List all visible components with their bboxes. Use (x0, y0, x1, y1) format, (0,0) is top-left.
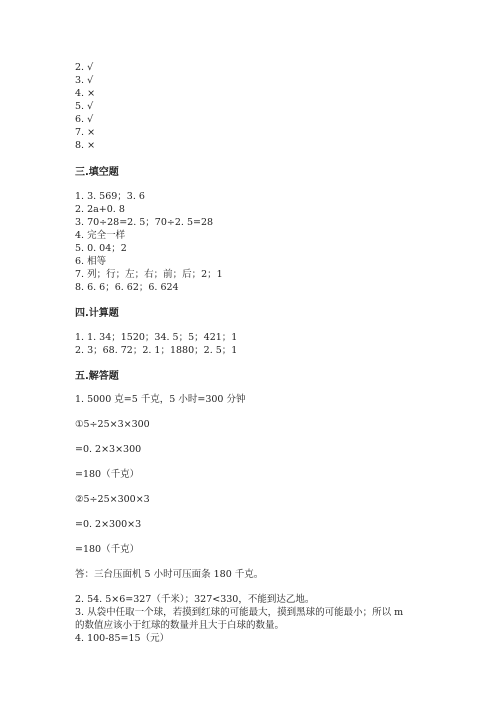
answer-line: 1. 5000 克=5 千克，5 小时=300 分钟 (75, 394, 246, 405)
solution-step: ②5÷25×300×3 (75, 494, 150, 505)
solution-step: =180（千克） (75, 544, 140, 555)
answer-line: 的数值应该小于红球的数量并且大于白球的数量。 (75, 620, 285, 631)
answer-line: 7. × (75, 127, 96, 138)
solution-step: =0. 2×3×300 (75, 444, 142, 455)
answer-line: 8. 6. 6；6. 62；6. 624 (75, 282, 179, 293)
answer-line: 5. 0. 04；2 (75, 243, 127, 254)
solution-step: ①5÷25×3×300 (75, 419, 150, 430)
solution-step: =0. 2×300×3 (75, 519, 142, 530)
section-heading-calculation: 四.计算题 (75, 308, 119, 319)
answer-statement: 答：三台压面机 5 小时可压面条 180 千克。 (75, 569, 264, 580)
answer-line: 7. 列；行；左；右；前；后；2；1 (75, 269, 223, 280)
answer-line: 4. 完全一样 (75, 230, 126, 241)
answer-line: 8. × (75, 140, 96, 151)
answer-line: 6. 相等 (75, 256, 107, 267)
answer-line: 6. √ (75, 114, 94, 125)
answer-line: 4. 100-85=15（元） (75, 633, 170, 644)
answer-line: 2. 2a+0. 8 (75, 204, 125, 215)
answer-line: 3. 70÷28=2. 5；70÷2. 5=28 (75, 217, 214, 228)
answer-line: 3. 从袋中任取一个球，若摸到红球的可能最大，摸到黑球的可能最小；所以 m (75, 607, 404, 618)
section-heading-fill-in: 三.填空题 (75, 167, 119, 178)
answer-line: 1. 3. 569；3. 6 (75, 191, 145, 202)
answer-line: 5. √ (75, 101, 94, 112)
answer-line: 2. 3；68. 72；2. 1；1880；2. 5；1 (75, 345, 238, 356)
answer-line: 2. √ (75, 62, 94, 73)
answer-line: 4. × (75, 88, 96, 99)
answer-line: 1. 1. 34；1520；34. 5；5；421；1 (75, 332, 238, 343)
solution-step: =180（千克） (75, 469, 140, 480)
answer-line: 2. 54. 5×6=327（千米）；327<330，不能到达乙地。 (75, 594, 315, 605)
section-heading-word-problems: 五.解答题 (75, 371, 119, 382)
answer-line: 3. √ (75, 75, 94, 86)
